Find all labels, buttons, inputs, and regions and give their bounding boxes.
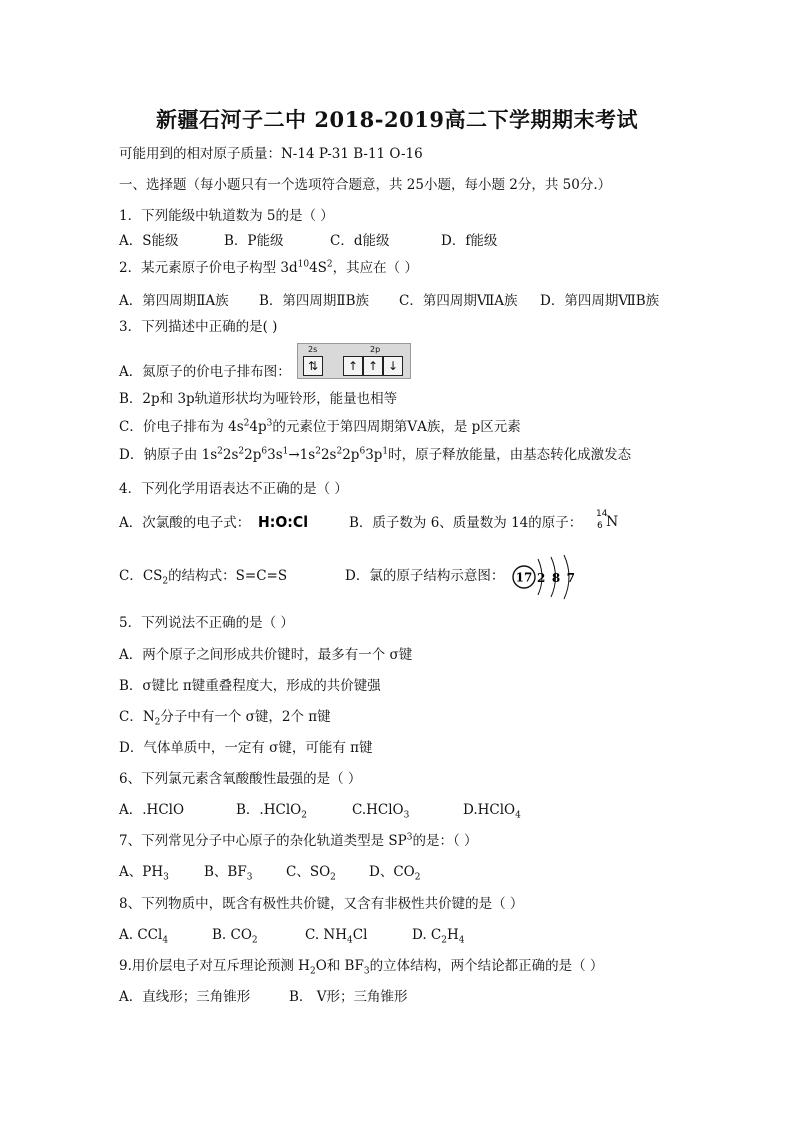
- orbital-cell-2p-2: ↑: [363, 356, 383, 376]
- lewis-structure-hclo: [258, 511, 308, 535]
- q1-option-d: D．f能级: [441, 233, 498, 249]
- q6-option-d: [463, 801, 521, 819]
- q5-stem: 5．下列说法不正确的是（ ）: [119, 615, 294, 631]
- q3-d-sup: 2: [217, 446, 223, 457]
- q1-option-b: B．P能级: [224, 233, 284, 249]
- orbital-cell-2s: ⇅: [303, 356, 323, 376]
- q7-a-part: A、PH: [119, 864, 164, 880]
- q7-b-part: B、BF: [204, 864, 247, 880]
- q7-b-sub: 3: [246, 872, 253, 883]
- q5-option-a: A．两个原子之间形成共价键时，最多有一个 σ键: [119, 647, 413, 663]
- q8-c-part: Cl: [352, 927, 368, 943]
- q5-c-part: C．N: [119, 709, 155, 725]
- section-heading: 一、选择题（每小题只有一个选项符合题意，共 25小题，每小题 2分，共 50分.）: [119, 177, 612, 193]
- q5-option-d: D．气体单质中，一定有 σ键，可能有 π键: [119, 740, 373, 756]
- q6-option-a: A．.HClO: [119, 802, 185, 818]
- q3-c-sup: 3: [266, 418, 273, 429]
- shell-electrons: 2 8 7: [537, 571, 575, 585]
- nuclide-symbol: [596, 509, 622, 539]
- q7-c-sub: 2: [330, 872, 336, 883]
- q4-option-c: [119, 567, 287, 585]
- q3-d-part: 2p: [342, 447, 360, 463]
- q4-c-sub: 2: [162, 576, 169, 587]
- q7-a-sub: 3: [163, 872, 169, 883]
- q9-stem-sub: 2: [309, 966, 316, 977]
- q3-c-part: 的元素位于第四周期第ⅤA族，是 p区元素: [272, 419, 521, 435]
- nucleus-charge: 17: [515, 570, 533, 585]
- q5-option-c: [119, 708, 331, 726]
- q3-d-sup: 1: [282, 446, 289, 457]
- q4-option-a: A．次氯酸的电子式：: [119, 515, 251, 531]
- q8-option-c: [305, 926, 367, 944]
- q3-d-sup: 6: [261, 446, 268, 457]
- q8-option-a: [119, 926, 168, 944]
- q3-d-sup: 2: [315, 446, 321, 457]
- q7-d-part: D、CO: [369, 864, 415, 880]
- q6-b-part: B．.HClO: [236, 802, 302, 818]
- q2-stem-end: ，其应在（ ）: [332, 260, 418, 276]
- q3-d-part: D．钠原子由 1s: [119, 447, 218, 463]
- q8-d-part: H: [447, 927, 459, 943]
- q7-stem: [119, 832, 478, 850]
- q3-d-part: 2s: [222, 447, 239, 463]
- q3-d-sup: 2: [336, 446, 343, 457]
- q2-option-a: A．第四周期ⅡA族: [119, 293, 229, 309]
- q3-c-part: 4p: [249, 419, 267, 435]
- q6-stem: 6、下列氯元素含氧酸酸性最强的是（ ）: [119, 771, 362, 787]
- orbital-cell-2p-1: ↑: [343, 356, 363, 376]
- nuclide-mass: 14: [596, 509, 608, 519]
- orbital-diagram: [297, 343, 411, 379]
- q3-option-c: [119, 418, 521, 436]
- q6-d-sub: 4: [515, 810, 521, 821]
- q3-d-part: 时，原子释放能量，由基态转化成激发态: [388, 447, 632, 463]
- q2-option-c: C．第四周期ⅦA族: [399, 293, 518, 309]
- q3-c-sup: 2: [243, 418, 250, 429]
- q3-option-a: A．氮原子的价电子排布图：: [119, 364, 291, 380]
- q8-c-sub: 4: [347, 935, 353, 946]
- q1-option-c: C．d能级: [330, 233, 390, 249]
- q7-stem-sup: 3: [406, 832, 413, 843]
- q3-d-sup: 1: [382, 446, 389, 457]
- q7-option-b: [204, 863, 252, 881]
- q8-b-sub: 2: [251, 935, 258, 946]
- chlorine-atom-structure-diagram: [511, 553, 581, 601]
- q2-stem-mid: 4S: [309, 260, 327, 276]
- q3-d-part: 3p: [365, 447, 383, 463]
- lewis-text: H:O:Cl: [258, 513, 308, 531]
- q9-stem-sub: 3: [363, 966, 370, 977]
- q9-stem: [119, 957, 603, 975]
- q1-stem: 1．下列能级中轨道数为 5的是（ ）: [119, 208, 334, 224]
- q3-d-part: 3s: [267, 447, 283, 463]
- q7-option-a: [119, 863, 169, 881]
- q9-option-a: A．直线形；三角锥形: [119, 989, 251, 1005]
- orbital-cell-2p-3: ↓: [383, 356, 403, 376]
- q6-b-sub: 2: [301, 810, 307, 821]
- nuclide-element: N: [606, 514, 619, 530]
- q2-sup-2: 2: [326, 259, 333, 270]
- q7-d-sub: 2: [414, 872, 421, 883]
- q3-c-part: C．价电子排布为 4s: [119, 419, 244, 435]
- q3-stem: 3．下列描述中正确的是( ): [119, 319, 278, 335]
- q5-option-b: B．σ键比 π键重叠程度大，形成的共价键强: [119, 678, 381, 694]
- q8-option-b: [212, 926, 258, 944]
- q4-option-d: D．氯的原子结构示意图：: [345, 568, 505, 584]
- q7-stem-part: 7、下列常见分子中心原子的杂化轨道类型是 SP: [119, 833, 407, 849]
- q8-d-sub: 2: [441, 935, 447, 946]
- q3-d-part: →1s: [288, 447, 316, 463]
- q8-b-part: B. CO: [212, 927, 252, 943]
- q2-option-d: D．第四周期ⅦB族: [540, 293, 660, 309]
- q2-stem-text: 2．某元素原子价电子构型 3d: [119, 260, 298, 276]
- q3-option-d: [119, 446, 631, 464]
- q8-option-d: [412, 926, 465, 944]
- q5-c-sub: 2: [154, 717, 161, 728]
- q6-d-part: D.HClO: [463, 802, 516, 818]
- q7-stem-part: 的是：（ ）: [412, 833, 478, 849]
- q7-c-part: C、SO: [286, 864, 331, 880]
- q1-option-a: A．S能级: [119, 233, 179, 249]
- orbital-label-2p: 2p: [370, 345, 381, 354]
- q8-c-part: C. NH: [305, 927, 348, 943]
- q9-stem-part: 9.用价层电子对互斥理论预测 H: [119, 958, 310, 974]
- q4-c-part: C．CS: [119, 568, 163, 584]
- q6-c-part: C.HClO: [352, 802, 404, 818]
- q6-option-c: [352, 801, 409, 819]
- orbital-label-2s: 2s: [308, 345, 318, 354]
- q8-stem: 8、下列物质中，既含有极性共价键，又含有非极性共价键的是（ ）: [119, 896, 524, 912]
- q6-option-b: [236, 801, 307, 819]
- q8-a-part: A. CCl: [119, 927, 163, 943]
- q9-stem-part: O和 BF: [315, 958, 364, 974]
- q7-option-c: [286, 863, 336, 881]
- atomic-mass-line: 可能用到的相对原子质量：N-14 P-31 B-11 O-16: [119, 146, 423, 162]
- q3-d-sup: 6: [359, 446, 366, 457]
- q2-stem: [119, 259, 418, 277]
- q4-option-b: B．质子数为 6、质量数为 14的原子：: [349, 515, 583, 531]
- q4-c-part: 的结构式：S=C=S: [168, 568, 288, 584]
- q3-d-sup: 2: [238, 446, 245, 457]
- q5-c-part: 分子中有一个 σ键，2个 π键: [160, 709, 331, 725]
- q8-d-sub: 4: [458, 935, 465, 946]
- q3-option-b: B．2p和 3p轨道形状均为哑铃形，能量也相等: [119, 391, 398, 407]
- q7-option-d: [369, 863, 420, 881]
- q2-option-b: B．第四周期ⅡB族: [259, 293, 370, 309]
- q9-option-b: B． V形；三角锥形: [289, 989, 408, 1005]
- q3-d-part: 2s: [320, 447, 337, 463]
- q6-c-sub: 3: [403, 810, 410, 821]
- q8-a-sub: 4: [162, 935, 169, 946]
- exam-title: 新疆石河子二中 2018-2019高二下学期期末考试: [156, 107, 638, 132]
- q4-stem: 4．下列化学用语表达不正确的是（ ）: [119, 481, 348, 497]
- q9-stem-part: 的立体结构，两个结论都正确的是（ ）: [369, 958, 604, 974]
- q3-d-part: 2p: [244, 447, 262, 463]
- nuclide-number: 6: [597, 521, 603, 531]
- q8-d-part: D. C: [412, 927, 442, 943]
- q2-sup-1: 10: [297, 259, 310, 270]
